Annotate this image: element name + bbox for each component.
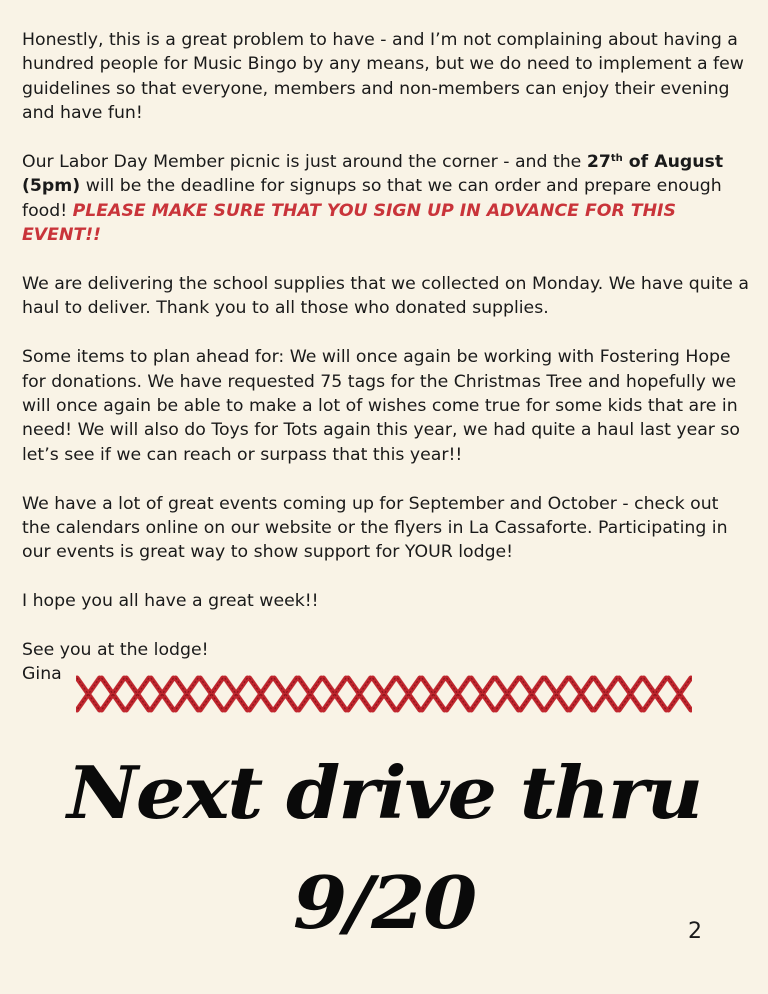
closing-line: See you at the lodge! [22, 640, 209, 661]
paragraph-school-supplies: We are delivering the school supplies that we collected on Monday. We have quite a haul to deliver. Thank you to all those who donated supplies. [22, 274, 749, 319]
signature: Gina [22, 664, 62, 685]
paragraph-music-bingo: Honestly, this is a great problem to have - and I’m not complaining about having a hundred people for Music Bingo by any means, but we do need to implement a few guidelines so that everyone, members and non-members can enjoy their evening and have fun! [22, 30, 744, 124]
paragraph-labor-day-picnic [22, 150, 752, 248]
signup-warning: PLEASE MAKE SURE THAT YOU SIGN UP IN ADVANCE FOR THIS EVENT!! [22, 200, 676, 246]
paragraph-great-week: I hope you all have a great week!! [22, 591, 319, 612]
drive-thru-date: 9/20 [292, 860, 476, 945]
deadline-month-time: of August (5pm) [22, 152, 724, 197]
drive-thru-heading: Next drive thru [66, 750, 702, 835]
deadline-day: 27 [586, 152, 611, 173]
paragraph-upcoming-events: We have a lot of great events coming up for September and October - check out the calendars online on our website or the flyers in La Cassaforte. Participating in our events is great way to show support for YOUR lodge! [22, 493, 728, 563]
deadline-ordinal: th [610, 153, 623, 165]
cross-stitch-border-icon [76, 674, 692, 714]
picnic-lead-text: Our Labor Day Member picnic is just around the corner - and the [22, 152, 587, 173]
picnic-mid-text: will be the deadline for signups so that we can order and prepare enough food! [22, 176, 722, 221]
letter-body [22, 28, 752, 687]
page-number: 2 [688, 919, 702, 944]
paragraph-plan-ahead: Some items to plan ahead for: We will once again be working with Fostering Hope for donations. We have requested 75 tags for the Christmas Tree and hopefully we will once again be able to make a lot of wishes come true for some kids that are in need! We will also do Toys for Tots again this year, we had quite a haul last year so let’s see if we can reach or surpass that this year!! [22, 347, 740, 465]
